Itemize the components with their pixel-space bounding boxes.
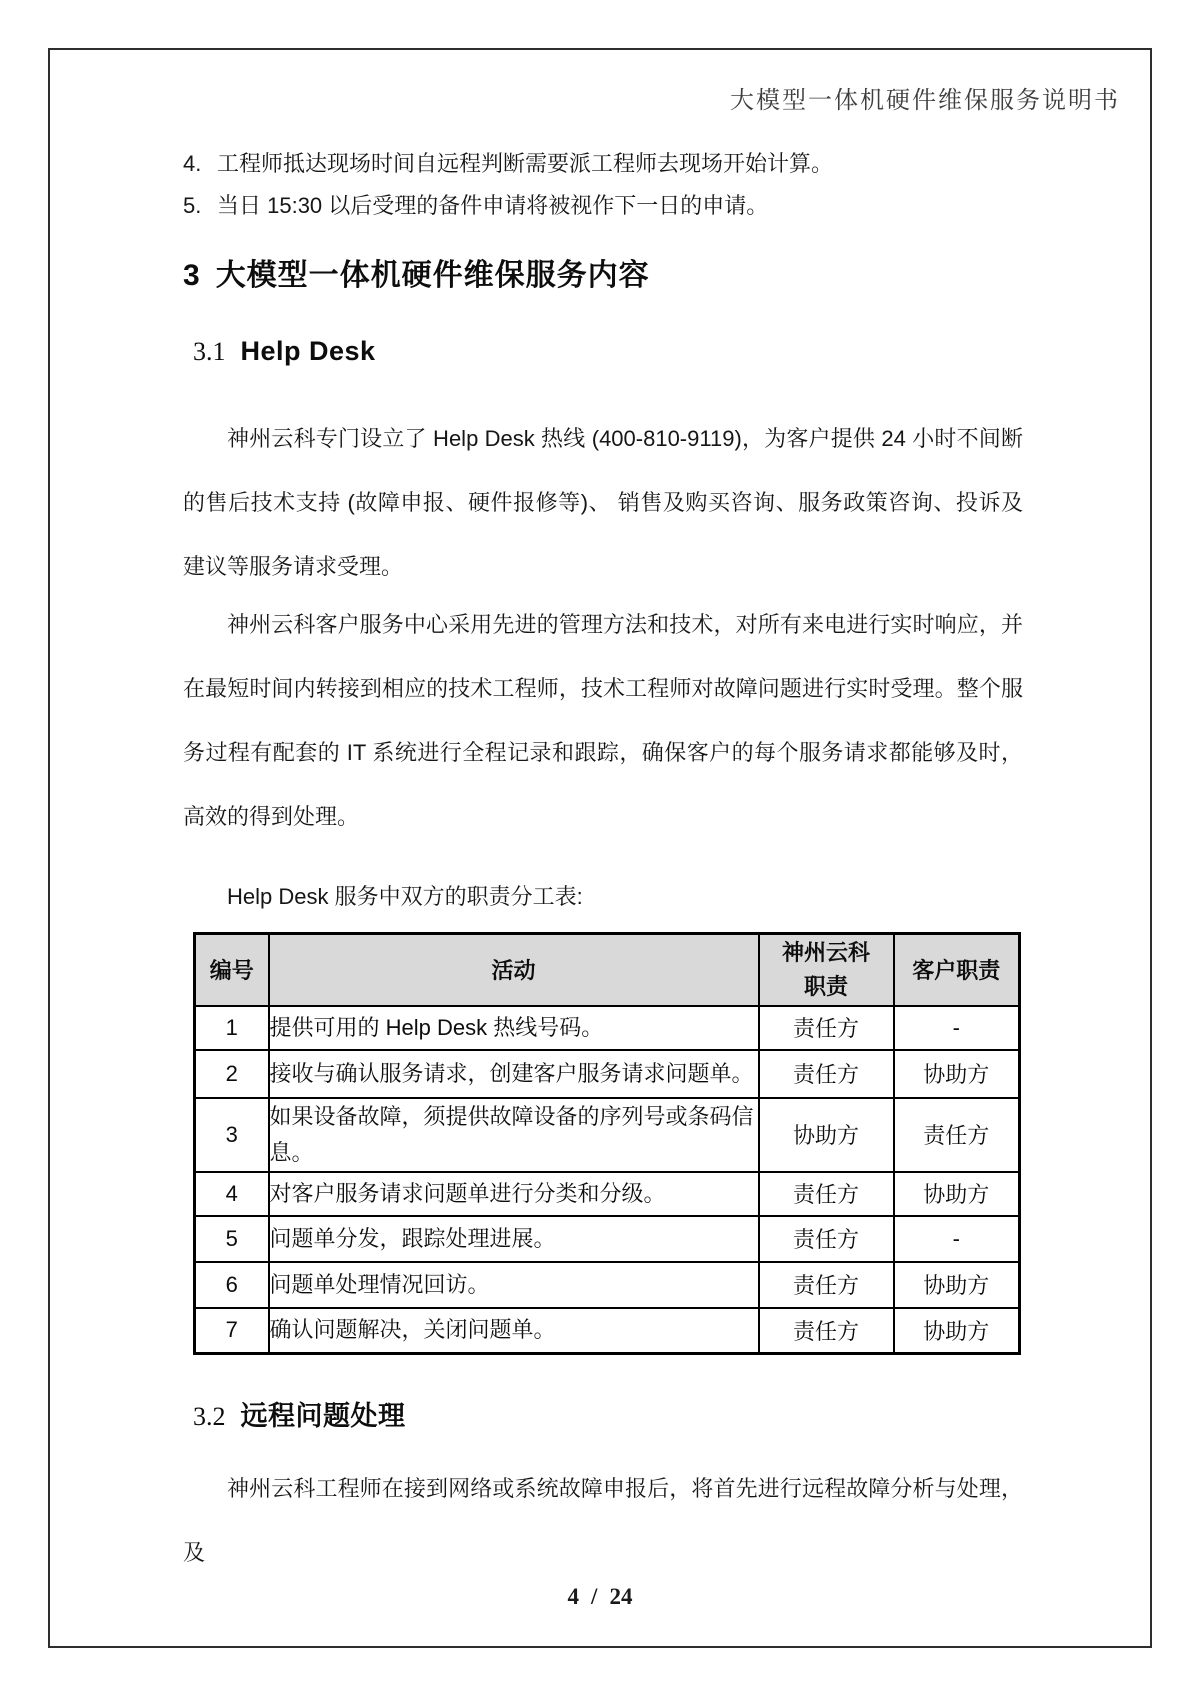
subsection-number: 3.1 <box>193 337 226 366</box>
table-header-line: 神州云科 <box>781 939 870 965</box>
table-header-line: 职责 <box>803 973 848 999</box>
table-cell-activity: 问题单处理情况回访。 <box>269 1262 759 1308</box>
table-header-cell <box>759 934 894 1006</box>
table-row <box>195 1050 1020 1098</box>
list-item-number: 5. <box>183 193 202 218</box>
paragraph: 神州云科专门设立了 Help Desk 热线 (400-810-9119)，为客户提供 24 小时不间断的售后技术支持 (故障申报、硬件报修等)、 销售及购买咨询、服务政策咨询、投诉及建议等服务请求受理。 <box>183 426 1023 579</box>
page-header-title: 大模型一体机硬件维保服务说明书 <box>730 88 1120 114</box>
responsibility-table <box>193 932 1021 1355</box>
table-row <box>195 1172 1020 1216</box>
table-row <box>195 1216 1020 1262</box>
table-row <box>195 1006 1020 1050</box>
table-intro-line: Help Desk 服务中双方的职责分工表: <box>227 884 583 909</box>
table-cell-no: 3 <box>195 1098 269 1172</box>
table-cell-customer: 协助方 <box>894 1172 1020 1216</box>
list-item-number: 4. <box>183 151 202 176</box>
table-cell-no: 1 <box>195 1006 269 1050</box>
table-header-cell: 客户职责 <box>894 934 1020 1006</box>
subsection-title: Help Desk <box>240 336 376 366</box>
table-cell-activity: 如果设备故障，须提供故障设备的序列号或条码信息。 <box>269 1098 759 1172</box>
table-cell-customer: 协助方 <box>894 1050 1020 1098</box>
list-item <box>183 143 1033 185</box>
table-cell-customer: - <box>894 1006 1020 1050</box>
table-cell-no: 4 <box>195 1172 269 1216</box>
table-cell-no: 2 <box>195 1050 269 1098</box>
table-header-row <box>195 934 1020 1006</box>
paragraph: 神州云科工程师在接到网络或系统故障申报后，将首先进行远程故障分析与处理，及 <box>183 1476 1023 1565</box>
table-row <box>195 1308 1020 1354</box>
table-cell-customer: 协助方 <box>894 1262 1020 1308</box>
table-cell-activity: 确认问题解决，关闭问题单。 <box>269 1308 759 1354</box>
table-cell-activity: 接收与确认服务请求，创建客户服务请求问题单。 <box>269 1050 759 1098</box>
page-number-current: 4 <box>567 1584 580 1609</box>
section-number: 3 <box>183 259 200 292</box>
list-item <box>183 185 1033 227</box>
table-cell-activity: 问题单分发，跟踪处理进展。 <box>269 1216 759 1262</box>
subsection-title: 远程问题处理 <box>240 1401 406 1431</box>
subsection-heading-remote <box>193 1394 406 1433</box>
list-item-text: 当日 15:30 以后受理的备件申请将被视作下一日的申请。 <box>217 193 769 218</box>
table-header-cell: 编号 <box>195 934 269 1006</box>
table-cell-vendor: 协助方 <box>759 1098 894 1172</box>
numbered-list <box>183 143 1033 227</box>
table-cell-vendor: 责任方 <box>759 1308 894 1354</box>
subsection-number: 3.2 <box>193 1402 226 1431</box>
page-footer <box>0 1584 1200 1610</box>
paragraph: 神州云科客户服务中心采用先进的管理方法和技术，对所有来电进行实时响应，并在最短时间内转接到相应的技术工程师，技术工程师对故障问题进行实时受理。整个服务过程有配套的 IT 系统进行全程记录和跟踪，确保客户的每个服务请求都能够及时，高效的得到处理。 <box>183 612 1023 829</box>
table-cell-no: 5 <box>195 1216 269 1262</box>
table-cell-vendor: 责任方 <box>759 1216 894 1262</box>
section-title: 大模型一体机硬件维保服务内容 <box>215 259 650 292</box>
table-cell-vendor: 责任方 <box>759 1172 894 1216</box>
table-row <box>195 1098 1020 1172</box>
table-cell-customer: - <box>894 1216 1020 1262</box>
table-cell-vendor: 责任方 <box>759 1262 894 1308</box>
section-heading <box>183 250 650 294</box>
table-cell-no: 7 <box>195 1308 269 1354</box>
table-header-cell: 活动 <box>269 934 759 1006</box>
table-cell-vendor: 责任方 <box>759 1050 894 1098</box>
table-cell-customer: 协助方 <box>894 1308 1020 1354</box>
table-cell-vendor: 责任方 <box>759 1006 894 1050</box>
table-cell-customer: 责任方 <box>894 1098 1020 1172</box>
table-cell-activity: 对客户服务请求问题单进行分类和分级。 <box>269 1172 759 1216</box>
table-cell-activity: 提供可用的 Help Desk 热线号码。 <box>269 1006 759 1050</box>
list-item-text: 工程师抵达现场时间自远程判断需要派工程师去现场开始计算。 <box>217 151 834 176</box>
page-number-separator: / <box>591 1584 598 1609</box>
subsection-heading-help-desk <box>193 336 376 367</box>
page-number-total: 24 <box>609 1584 633 1609</box>
table-row <box>195 1262 1020 1308</box>
table-cell-no: 6 <box>195 1262 269 1308</box>
